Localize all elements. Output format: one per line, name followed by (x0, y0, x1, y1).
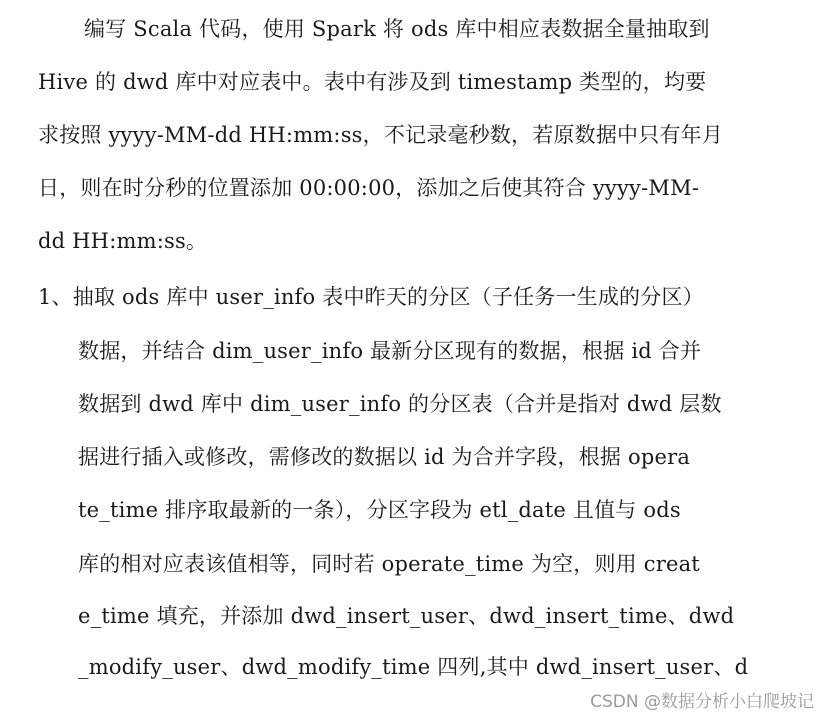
list-item-line-4: 据进行插入或修改，需修改的数据以 id 为合并字段，根据 opera (78, 445, 691, 469)
list-item-line-2: 数据，并结合 dim_user_info 最新分区现有的数据，根据 id 合并 (78, 339, 702, 363)
paragraph-line-3: 求按照 yyyy-MM-dd HH:mm:ss，不记录毫秒数，若原数据中只有年月 (38, 123, 724, 147)
csdn-watermark: CSDN @数据分析小白爬坡记 (590, 692, 814, 712)
paragraph-line-2: Hive 的 dwd 库中对应表中。表中有涉及到 timestamp 类型的，均要 (38, 70, 707, 94)
list-item-line-5: te_time 排序取最新的一条），分区字段为 etl_date 且值与 ods (78, 498, 681, 522)
list-item-line-1: 1、抽取 ods 库中 user_info 表中昨天的分区（子任务一生成的分区） (38, 285, 704, 309)
paragraph-line-4: 日，则在时分秒的位置添加 00:00:00，添加之后使其符合 yyyy-MM- (38, 176, 700, 200)
list-item-line-7: e_time 填充，并添加 dwd_insert_user、dwd_insert_time、dwd (78, 604, 735, 628)
list-item-line-8: _modify_user、dwd_modify_time 四列,其中 dwd_insert_user、d (78, 655, 749, 679)
list-item-line-6: 库的相对应表该值相等，同时若 operate_time 为空，则用 creat (78, 552, 700, 576)
list-item-line-3: 数据到 dwd 库中 dim_user_info 的分区表（合并是指对 dwd 层数 (78, 392, 722, 416)
paragraph-line-1: 编写 Scala 代码，使用 Spark 将 ods 库中相应表数据全量抽取到 (84, 17, 710, 41)
paragraph-line-5: dd HH:mm:ss。 (38, 229, 208, 253)
